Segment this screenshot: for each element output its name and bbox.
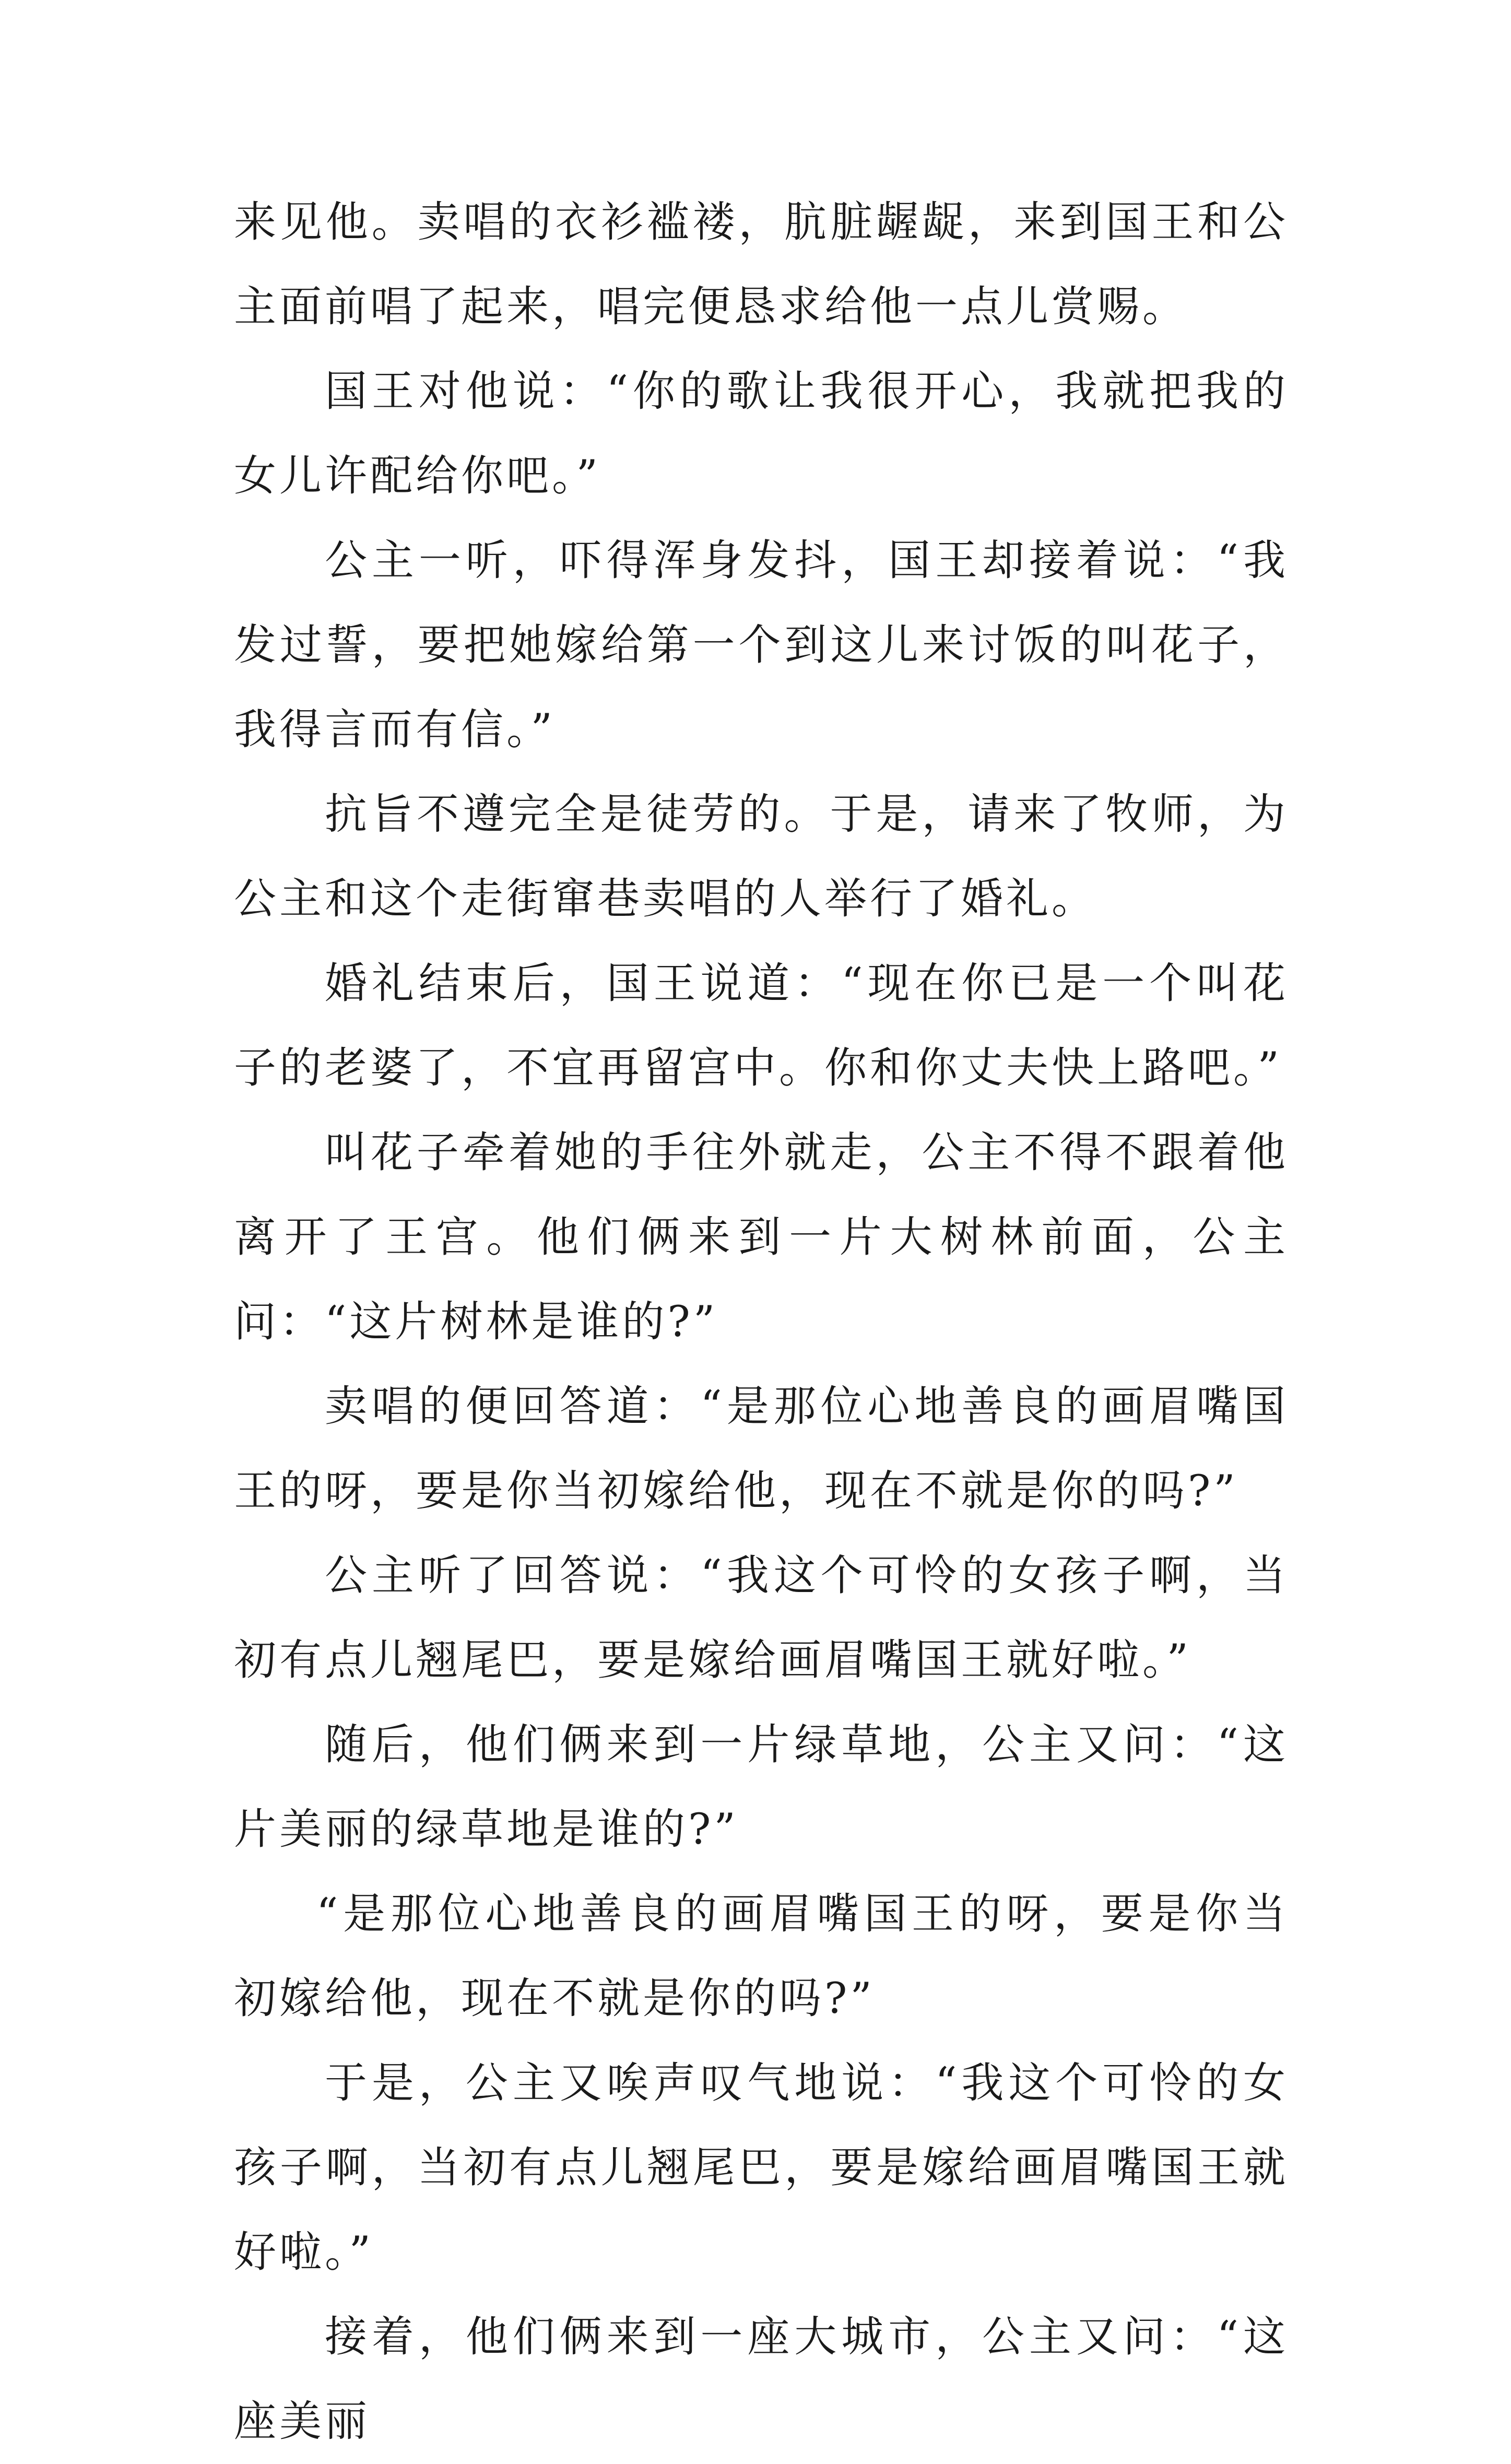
paragraph-2: 国王对他说：“你的歌让我很开心，我就把我的女儿许配给你吧。”: [234, 367, 1289, 501]
paragraph-11: 于是，公主又唉声叹气地说：“我这个可怜的女孩子啊，当初有点儿翘尾巴，要是嫁给画眉嘴国王就好啦。”: [234, 2059, 1289, 2277]
paragraph-8: 公主听了回答说：“我这个可怜的女孩子啊，当初有点儿翘尾巴，要是嫁给画眉嘴国王就好啦。”: [234, 1551, 1289, 1685]
paragraph-3: 公主一听，吓得浑身发抖，国王却接着说：“我发过誓，要把她嫁给第一个到这儿来讨饭的叫花子，我得言而有信。”: [234, 536, 1289, 754]
paragraph-12: 接着，他们俩来到一座大城市，公主又问：“这座美丽: [234, 2313, 1289, 2446]
paragraph-4: 抗旨不遵完全是徒劳的。于是，请来了牧师，为公主和这个走街窜巷卖唱的人举行了婚礼。: [234, 790, 1289, 924]
paragraph-6: 叫花子牵着她的手往外就走，公主不得不跟着他离开了王宫。他们俩来到一片大树林前面，公主问：“这片树林是谁的?”: [234, 1128, 1289, 1347]
story-text: [234, 180, 1289, 2464]
paragraph-7: 卖唱的便回答道：“是那位心地善良的画眉嘴国王的呀，要是你当初嫁给他，现在不就是你的吗?”: [234, 1382, 1289, 1516]
paragraph-10: “是那位心地善良的画眉嘴国王的呀，要是你当初嫁给他，现在不就是你的吗?”: [234, 1890, 1289, 2023]
paragraph-5: 婚礼结束后，国王说道：“现在你已是一个叫花子的老婆了，不宜再留宫中。你和你丈夫快上路吧。”: [234, 959, 1289, 1093]
paragraph-1: 来见他。卖唱的衣衫褴褛，肮脏龌龊，来到国王和公主面前唱了起来，唱完便恳求给他一点儿赏赐。: [234, 198, 1289, 332]
paragraph-9: 随后，他们俩来到一片绿草地，公主又问：“这片美丽的绿草地是谁的?”: [234, 1720, 1289, 1854]
